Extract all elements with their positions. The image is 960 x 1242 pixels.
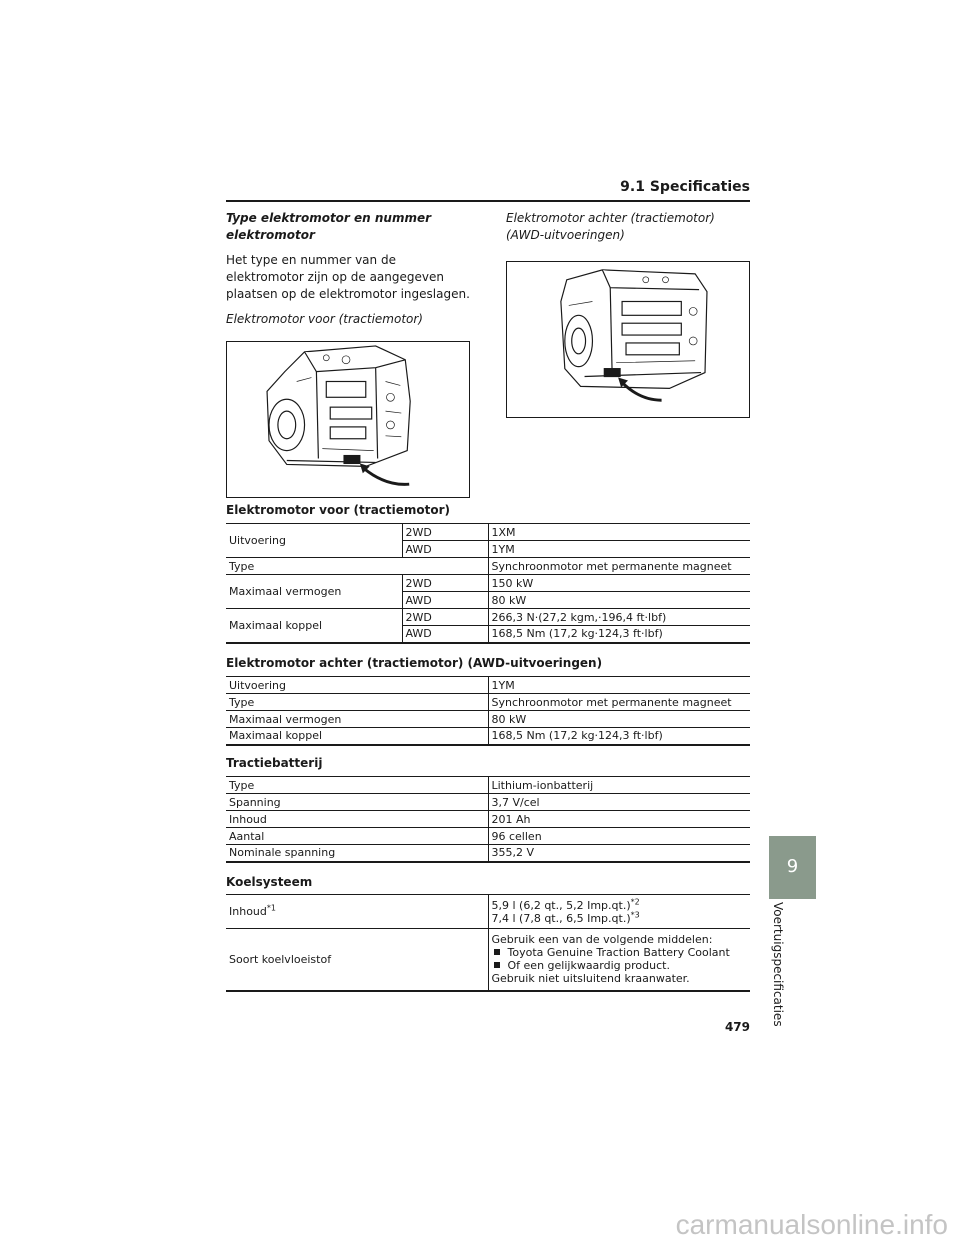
list-item: Toyota Genuine Traction Battery Coolant [492,946,748,959]
footnote-ref: *1 [266,903,276,913]
row-label: Soort koelvloeistof [229,952,332,966]
row-label: Type [226,694,488,711]
value-cell [488,929,750,991]
watermark: carmanualsonline.info [675,1209,948,1240]
chapter-label [767,902,785,1032]
inhoud-label: Inhoud [229,905,267,918]
value-cell: 168,5 Nm (17,2 kg·124,3 ft·lbf) [488,728,750,745]
row-label: Maximaal koppel [226,609,402,643]
cooling-section-title: Koelsysteem [226,875,313,889]
row-label: Uitvoering [226,677,488,694]
rear-motor-caption: Elektromotor achter (tractiemotor) (AWD-uitvoeringen) [506,211,715,242]
footnote-ref: *3 [630,909,640,919]
bullet-icon [494,949,500,955]
table-row [226,828,750,845]
chapter-tab [769,836,816,899]
inhoud-value-2: 7,4 l (7,8 qt., 6,5 Imp.qt.) [491,911,631,925]
row-label: Spanning [226,794,488,811]
table-row [226,895,750,929]
bullet-icon [494,962,500,968]
value-cell: 80 kW [488,592,750,609]
battery-table [226,776,750,863]
table-row [226,777,750,794]
row-label [226,895,488,929]
variant-cell: 2WD [402,575,488,592]
table-row [226,811,750,828]
table-row [226,694,750,711]
row-label: Maximaal vermogen [226,575,402,609]
table-row [226,929,750,991]
right-column [506,210,750,244]
variant-cell: 2WD [402,609,488,626]
section-subheading: Type elektromotor en nummer elektromotor [226,211,432,242]
row-label: Uitvoering [226,524,402,558]
value-cell: 80 kW [488,711,750,728]
left-column [226,210,474,328]
value-cell: 266,3 N·(27,2 kgm,·196,4 ft·lbf) [488,609,750,626]
value-cell: 96 cellen [488,828,750,845]
table-row [226,728,750,745]
front-motor-caption: Elektromotor voor (tractiemotor) [226,312,423,326]
table-row [226,609,750,626]
front-motor-table [226,523,750,644]
value-cell: 355,2 V [488,845,750,862]
table-row [226,845,750,862]
cooling-table [226,894,750,992]
value-cell [488,895,750,929]
row-label: Type [226,777,488,794]
chapter-label-text: Voertuigspecificaties [771,902,785,1027]
row-label: Nominale spanning [229,846,336,860]
battery-section-title: Tractiebatterij [226,756,323,770]
value-cell: 3,7 V/cel [488,794,750,811]
row-label: Maximaal koppel [229,729,323,743]
coolant-warning: Gebruik niet uitsluitend kraanwater. [491,972,690,986]
inhoud-value-1: 5,9 l (6,2 qt., 5,2 Imp.qt.) [491,898,631,912]
table-row [226,711,750,728]
row-label: Maximaal vermogen [226,711,488,728]
chapter-number: 9 [786,856,799,877]
intro-text: Het type en nummer van de elektromotor zijn op de aangegeven plaatsen op de elektromotor ingeslagen. [226,253,470,301]
value-cell: 1YM [488,541,750,558]
value-cell: Lithium-ionbatterij [488,777,750,794]
table-row [226,575,750,592]
variant-cell: AWD [402,541,488,558]
value-cell: 150 kW [488,575,750,592]
value-cell: Synchroonmotor met permanente magneet [488,694,750,711]
page-header [226,176,750,202]
row-label: Type [226,558,488,575]
page-number: 479 [724,1020,750,1034]
value-cell: Synchroonmotor met permanente magneet [488,558,750,575]
rear-motor-illustration [506,261,750,418]
variant-cell: AWD [402,592,488,609]
variant-cell: AWD [402,626,488,643]
list-item: Of een gelijkwaardig product. [492,959,748,972]
row-label: Aantal [226,828,488,845]
value-cell: 1XM [488,524,750,541]
rear-motor-table [226,676,750,746]
front-motor-section-title: Elektromotor voor (tractiemotor) [226,503,451,517]
value-cell: 1YM [488,677,750,694]
table-row [226,558,750,575]
variant-cell: 2WD [402,524,488,541]
value-cell: 201 Ah [488,811,750,828]
footnote-ref: *2 [630,896,640,906]
value-cell: 168,5 Nm (17,2 kg·124,3 ft·lbf) [488,626,750,643]
row-label: Inhoud [226,811,488,828]
rear-motor-section-title: Elektromotor achter (tractiemotor) (AWD-uitvoeringen) [226,656,603,670]
coolant-intro: Gebruik een van de volgende middelen: [491,933,713,947]
front-motor-illustration [226,341,470,498]
table-row [226,524,750,541]
table-row [226,794,750,811]
table-row [226,677,750,694]
page-title: 9.1 Specificaties [620,179,750,195]
